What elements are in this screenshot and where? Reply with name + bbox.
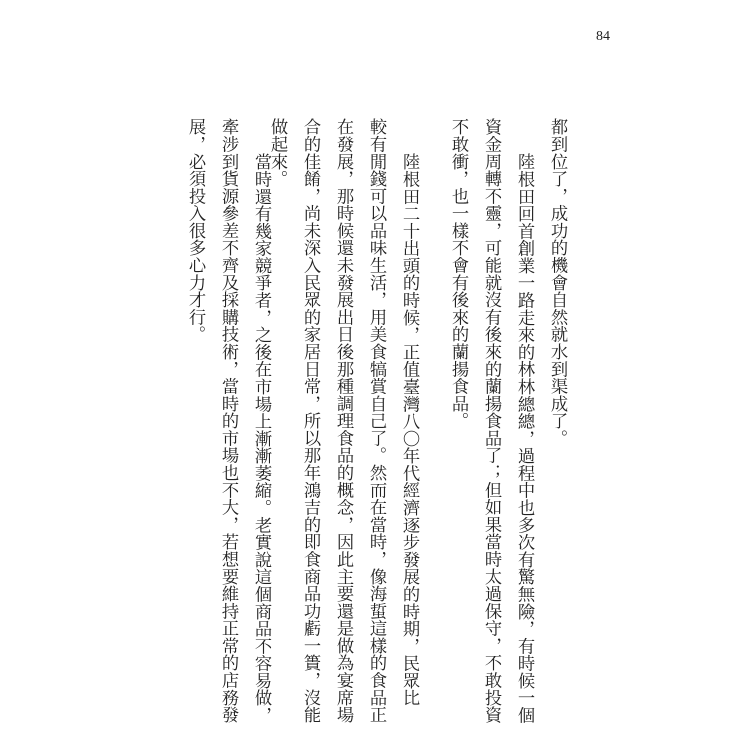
text-column-5: 陸根田二十出頭的時候，正值臺灣八〇年代經濟逐步發展的時期，民眾比 (399, 153, 419, 707)
text-column-2: 陸根田回首創業一路走來的林林總總，過程中也多次有驚無險，有時候一個 (514, 153, 534, 724)
text-column-9: 做起來。 (267, 118, 287, 188)
text-column-12: 展，必須投入很多心力才行。 (185, 118, 205, 343)
text-column-8: 合的佳餚，尚未深入民眾的家居日常，所以那年鴻吉的即食商品功虧一簣，沒能 (300, 118, 320, 724)
text-column-11: 牽涉到貨源參差不齊及採購技術，當時的市場也不大，若想要維持正常的店務發 (218, 118, 238, 724)
text-column-10: 當時還有幾家競爭者，之後在市場上漸漸萎縮。老實說這個商品不容易做， (251, 153, 271, 724)
text-column-4: 不敢衝，也一樣不會有後來的蘭揚食品。 (448, 118, 468, 430)
text-column-7: 在發展，那時候還未發展出日後那種調理食品的概念，因此主要還是做為宴席場 (333, 118, 353, 724)
text-column-3: 資金周轉不靈，可能就沒有後來的蘭揚食品了；但如果當時太過保守，不敢投資 (481, 118, 501, 724)
page-number: 84 (596, 29, 610, 44)
text-column-6: 較有閒錢可以品味生活，用美食犒賞自己了。然而在當時，像海蜇這樣的食品正 (366, 118, 386, 724)
text-column-1: 都到位了，成功的機會自然就水到渠成了。 (547, 118, 567, 447)
